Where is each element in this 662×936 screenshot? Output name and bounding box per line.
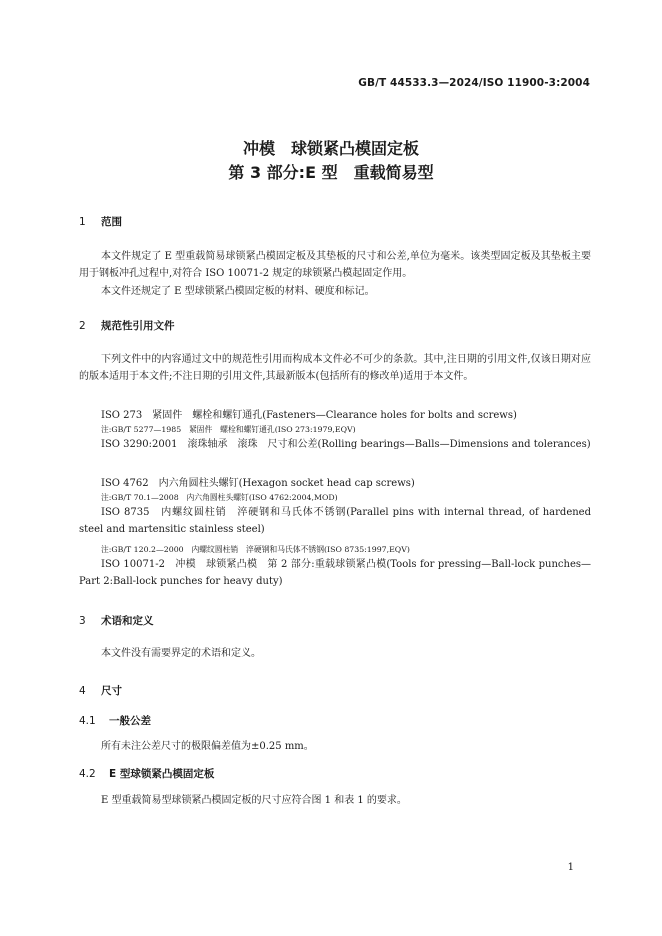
section-title: 尺寸 (101, 685, 122, 697)
reference-iso-3290: ISO 3290:2001 滚珠轴承 滚珠 尺寸和公差(Rolling bearings—Balls—Dimensions and tolerances) (101, 439, 591, 450)
reference-note-iso-4762: 注:GB/T 70.1—2008 内六角圆柱头螺钉(ISO 4762:2004,MOD) (101, 493, 338, 502)
section-title: 规范性引用文件 (101, 320, 175, 332)
reference-iso-4762: ISO 4762 内六角圆柱头螺钉(Hexagon socket head cap screws) (101, 478, 415, 489)
section-4-2-paragraph: E 型重载简易型球锁紧凸模固定板的尺寸应符合图 1 和表 1 的要求。 (101, 795, 407, 806)
section-2-intro: 下列文件中的内容通过文中的规范性引用而构成本文件必不可少的条款。其中,注日期的引用文件,仅该日期对应的版本适用于本文件;不注日期的引用文件,其最新版本(包括所有的修改单)适用于本文件。 (79, 354, 591, 383)
reference-iso-273: ISO 273 紧固件 螺栓和螺钉通孔(Fasteners—Clearance holes for bolts and screws) (101, 410, 517, 421)
section-4-heading (79, 683, 122, 698)
reference-iso-10071-2: ISO 10071-2 冲模 球锁紧凸模 第 2 部分:重载球锁紧凸模(Tools for pressing—Ball-lock punches—Part 2:Ball-lock punches for heavy duty) (79, 559, 591, 588)
section-number: 4.2 (79, 768, 96, 780)
section-number: 4.1 (79, 715, 96, 727)
section-number: 2 (79, 320, 86, 332)
section-4-2-heading (79, 766, 214, 781)
section-title: 范围 (101, 216, 122, 228)
section-4-1-heading (79, 713, 151, 728)
section-number: 4 (79, 685, 86, 697)
page-number: 1 (567, 862, 574, 873)
section-1-heading (79, 214, 122, 229)
standard-number: GB/T 44533.3—2024/ISO 11900-3:2004 (358, 77, 590, 89)
document-title-line1: 冲模 球锁紧凸模固定板 (242, 139, 419, 158)
section-1-paragraph-2: 本文件还规定了 E 型球锁紧凸模固定板的材料、硬度和标记。 (101, 286, 375, 297)
section-title: 一般公差 (109, 715, 151, 727)
reference-iso-8735: ISO 8735 内螺纹圆柱销 淬硬钢和马氏体不锈钢(Parallel pins with internal thread, of hardened steel and martensitic stainless steel) (79, 507, 591, 536)
section-4-1-paragraph: 所有未注公差尺寸的极限偏差值为±0.25 mm。 (101, 741, 314, 752)
document-title-line2: 第 3 部分:E 型 重载简易型 (228, 163, 434, 182)
section-3-heading (79, 613, 154, 628)
section-3-paragraph: 本文件没有需要界定的术语和定义。 (101, 648, 261, 659)
reference-note-iso-8735: 注:GB/T 120.2—2000 内螺纹圆柱销 淬硬钢和马氏体不锈钢(ISO 8735:1997,EQV) (101, 545, 410, 554)
section-number: 1 (79, 216, 86, 228)
section-2-heading (79, 318, 175, 333)
section-title: 术语和定义 (101, 615, 154, 627)
section-1-paragraph-1: 本文件规定了 E 型重载简易球锁紧凸模固定板及其垫板的尺寸和公差,单位为毫米。该类型固定板及其垫板主要用于钢板冲孔过程中,对符合 ISO 10071-2 规定的球锁紧凸模起固定作用。 (79, 251, 591, 280)
section-number: 3 (79, 615, 86, 627)
reference-note-iso-273: 注:GB/T 5277—1985 紧固件 螺栓和螺钉通孔(ISO 273:1979,EQV) (101, 425, 356, 434)
section-title: E 型球锁紧凸模固定板 (109, 768, 215, 780)
